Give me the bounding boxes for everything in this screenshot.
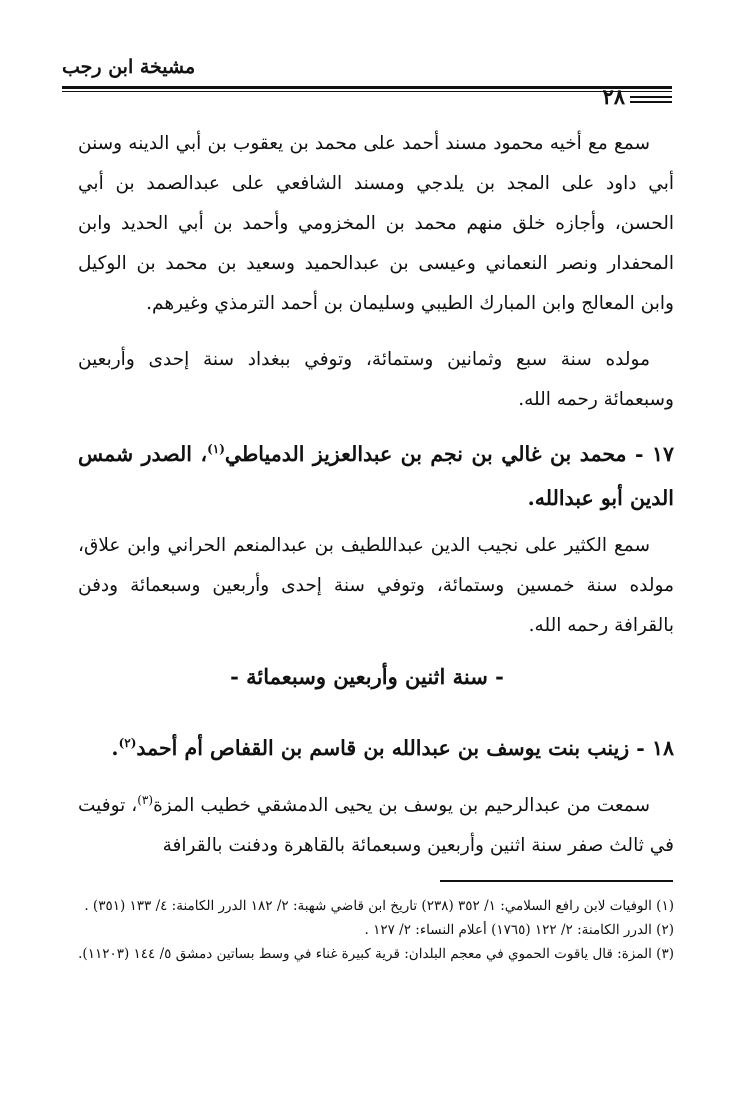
year-section-heading: - سنة اثنين وأربعين وسبعمائة -: [230, 664, 504, 689]
paragraph-3: سمع الكثير على نجيب الدين عبداللطيف بن عبدالمنعم الحراني وابن علاق، مولده سنة خمسين وستمائة، وتوفي سنة إحدى وأربعين وسبعمائة ودفن بالقرافة رحمه الله.: [78, 535, 674, 636]
entry-18-heading: ١٨ - زينب بنت يوسف بن عبدالله بن قاسم بن القفاص أم أحمد$^{(٢)}$.: [111, 736, 674, 760]
entry-17-heading: ١٧ - محمد بن غالي بن نجم بن عبدالعزيز الدمياطي$^{(١)}$، الصدر شمس الدين أبو عبدالله.: [78, 442, 674, 510]
footnote-3: (٣) المزة: قال ياقوت الحموي في معجم البلدان: قرية كبيرة غناء في وسط بساتين دمشق ٥/ ١٤٤ (١١٢٠٣).: [78, 946, 674, 962]
page-number-decoration: [630, 101, 672, 103]
running-header-title: مشيخة ابن رجب: [62, 56, 196, 78]
footnote-2: (٢) الدرر الكامنة: ٢/ ١٢٢ (١٧٦٥) أعلام النساء: ٢/ ١٢٧ .: [364, 922, 674, 938]
footnote-1: (١) الوفيات لابن رافع السلامي: ١/ ٣٥٢ (٢٣٨) تاريخ ابن قاضي شهبة: ٢/ ١٨٢ الدرر الكامنة: ٤/ ١٣٣ (٣٥١) .: [84, 898, 674, 914]
footnote-ref-3[interactable]: (٣): [137, 792, 154, 807]
footnote-ref-2[interactable]: (٢): [118, 736, 137, 751]
footnote-ref-1[interactable]: (١): [207, 442, 225, 457]
header-rule-thick: [62, 86, 672, 89]
paragraph-1: سمع مع أخيه محمود مسند أحمد على محمد بن يعقوب بن أبي الدينه وسنن أبي داود على المجد بن يلدجي ومسند الشافعي على عبدالصمد بن أبي الحسن، وأجازه خلق منهم محمد بن المخزومي وأحمد بن أبي الحديد وابن المحفدار ونصر النعماني وعيسى بن عبدالحميد وسعيد بن محمد بن الوكيل وابن المعالج وابن المبارك الطيبي وسليمان بن أحمد الترمذي وغيرهم.: [78, 133, 674, 314]
page-number-decoration: [630, 96, 672, 98]
paragraph-4: سمعت من عبدالرحيم بن يوسف بن يحيى الدمشقي خطيب المزة$^{(٣)}$، توفيت في ثالث صفر سنة اثنين وأربعين وسبعمائة بالقاهرة ودفنت بالقرافة: [78, 792, 674, 856]
paragraph-2: مولده سنة سبع وثمانين وستمائة، وتوفي ببغداد سنة إحدى وأربعين وسبعمائة رحمه الله.: [78, 349, 674, 410]
page-number: ٢٨: [602, 84, 625, 109]
footnotes: [62, 896, 674, 968]
header-rule-thin: [62, 91, 672, 92]
footnote-separator: [440, 880, 673, 882]
